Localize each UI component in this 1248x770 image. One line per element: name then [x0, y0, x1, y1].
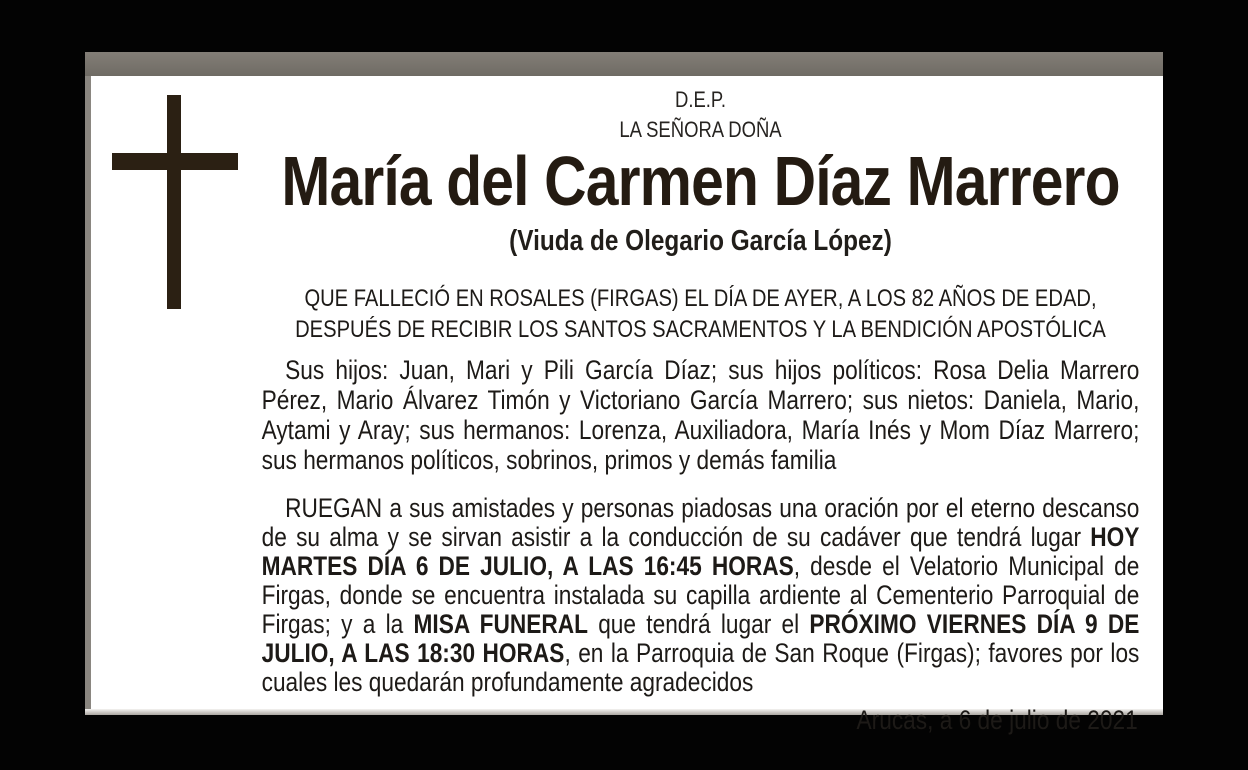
death-notice-block: [262, 283, 1140, 345]
cross-vertical-bar: [167, 95, 181, 309]
deceased-name-title: María del Carmen Díaz Marrero: [281, 142, 1120, 220]
obituary-content: [262, 52, 1140, 736]
dep-abbreviation: D.E.P.: [674, 87, 727, 112]
death-notice-line-2: DESPUÉS DE RECIBIR LOS SANTOS SACRAMENTOS Y LA BENDICIÓN APOSTÓLICA: [295, 316, 1106, 343]
place-and-date-line: Arucas, a 6 de julio de 2021: [856, 705, 1138, 735]
cross-horizontal-bar: [112, 153, 238, 170]
funeral-request-paragraph: RUEGAN a sus amistades y personas piadosas una oración por el eterno descanso de su alma y se sirvan asistir a la conducción de su cadáver que tendrá lugar HOY MARTES DÍA 6 DE JULIO, A LAS 16:45 HORAS, desde el Velatorio Municipal de Firgas, donde se encuentra instalada su capilla ardiente al Cementerio Parroquial de Firgas; y a la MISA FUNERAL que tendrá lugar el PRÓXIMO VIERNES DÍA 9 DE JULIO, A LAS 18:30 HORAS, en la Parroquia de San Roque (Firgas); favores por los cuales les quedarán profundamente agradecidos: [261, 493, 1140, 697]
obituary-card: [85, 52, 1163, 735]
scan-shadow-left: [85, 76, 91, 709]
death-notice-line-1: QUE FALLECIÓ EN ROSALES (FIRGAS) EL DÍA DE AYER, A LOS 82 AÑOS DE EDAD,: [304, 285, 1097, 312]
widow-of-line: (Viuda de Olegario García López): [509, 225, 892, 257]
family-paragraph: Sus hijos: Juan, Mari y Pili García Díaz; sus hijos políticos: Rosa Delia Marrero Pérez, Mario Álvarez Timón y Victoriano García Marrero; sus nietos: Daniela, Mario, Aytami y Aray; sus hermanos: Lorenza, Auxiliadora, María Inés y Mom Díaz Marrero; sus hermanos políticos, sobrinos, primos y demás familia: [261, 355, 1140, 475]
honorific-line: LA SEÑORA DOÑA: [619, 117, 782, 142]
